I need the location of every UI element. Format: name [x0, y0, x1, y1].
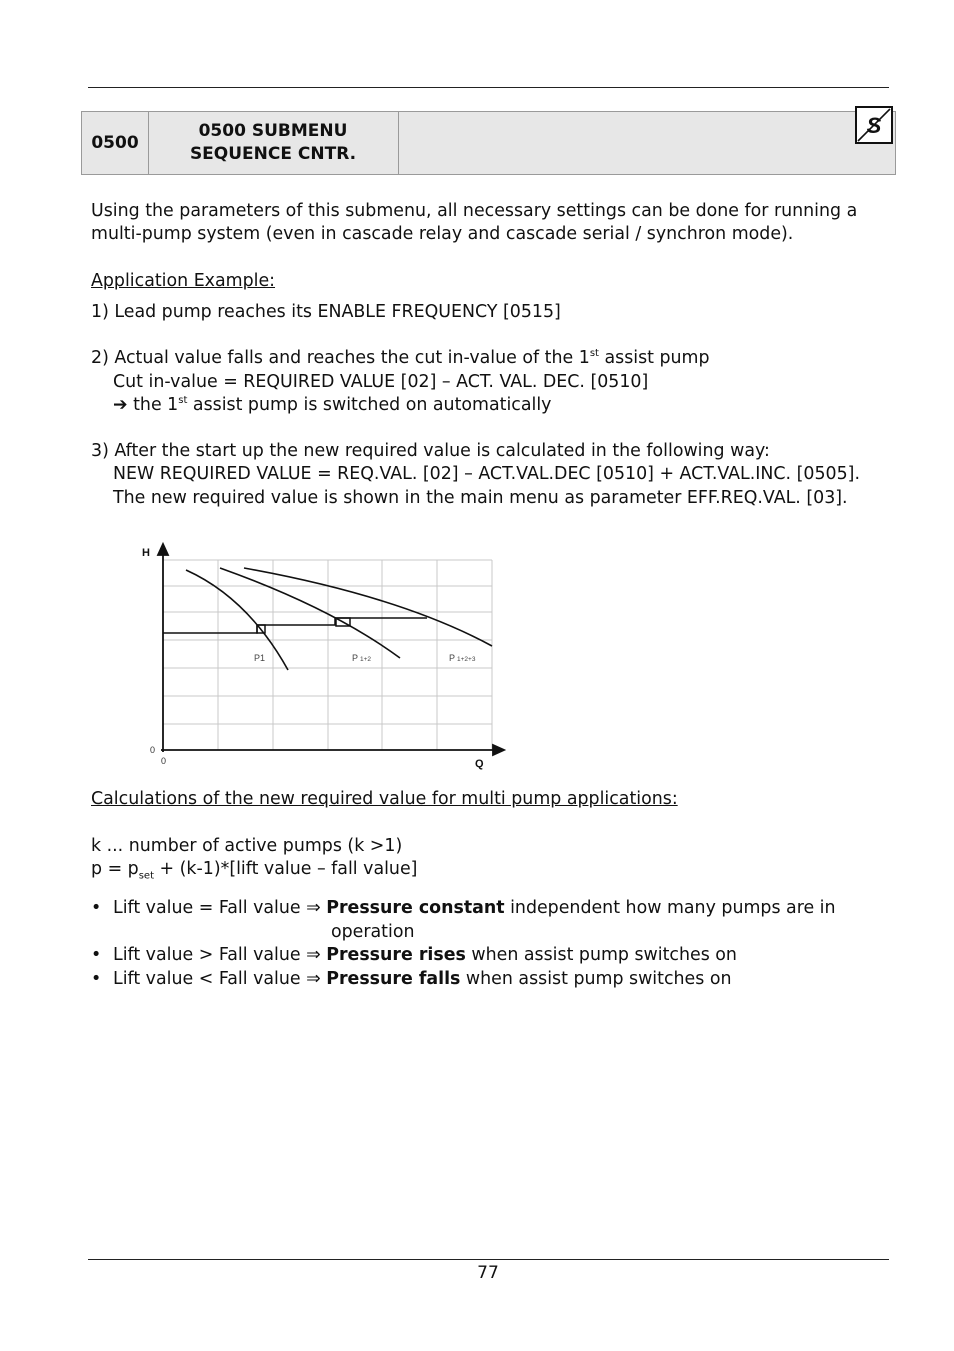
pump-curves: [186, 568, 492, 670]
bullet-item-3: [91, 968, 101, 991]
section-code: 0500: [82, 112, 149, 174]
top-rule: [88, 87, 889, 88]
p-formula: $p = p_{set}$ + (k-1)*[lift value – fall value]: [91, 859, 418, 882]
y-axis-label: H: [142, 547, 150, 559]
section-title-line2: SEQUENCE CNTR.: [189, 144, 357, 164]
section-title-line1: 0500 SUBMENU: [198, 121, 348, 141]
svg-text:S: S: [866, 113, 882, 138]
right-arrow-icon: ➔: [113, 395, 128, 415]
step-2-line-2: Cut in-value = REQUIRED VALUE [02] – ACT. VAL. DEC. [0510]: [113, 372, 649, 392]
bullet-icon: •: [91, 945, 102, 965]
bullet-item-3-text: Lift value < Fall value ⇒ Pressure falls when assist pump switches on: [113, 969, 732, 989]
label-p1: P1: [254, 653, 266, 663]
bullet-item-2: [91, 944, 101, 967]
bullet-item-2-text: Lift value > Fall value ⇒ Pressure rises when assist pump switches on: [113, 945, 737, 965]
x-origin-label: 0: [161, 756, 167, 766]
step-1: 1) Lead pump reaches its ENABLE FREQUENCY [0515]: [91, 302, 561, 322]
intro-line-2: multi-pump system (even in cascade relay and cascade serial / synchron mode).: [91, 224, 794, 244]
s-logo-icon: [855, 106, 893, 144]
step-3-line-1: 3) After the start up the new required value is calculated in the following way:: [91, 441, 770, 461]
y-origin-label: 0: [150, 745, 156, 755]
k-definition: k ... number of active pumps (k >1): [91, 836, 403, 856]
bullet-item-1-continuation: operation: [331, 922, 415, 942]
page-number: 77: [477, 1263, 499, 1283]
bullet-icon: •: [91, 898, 102, 918]
step-2-line-1: 2) Actual value falls and reaches the cut in-value of the 1st assist pump: [91, 348, 710, 368]
application-example-heading: Application Example:: [91, 271, 276, 291]
bottom-rule: [88, 1259, 889, 1260]
intro-line-1: Using the parameters of this submenu, all necessary settings can be done for running a: [91, 201, 858, 221]
label-p1-2-3: P 1+2+3: [449, 653, 476, 663]
curve-p1-2-3: [244, 568, 492, 646]
step-3-line-3: The new required value is shown in the main menu as parameter EFF.REQ.VAL. [03].: [113, 488, 848, 508]
chart-grid: [163, 560, 492, 750]
section-title: [148, 112, 399, 174]
section-header-table: [81, 111, 896, 175]
set-point-lines: [163, 618, 427, 633]
bullet-item-1: [91, 897, 101, 920]
pump-curve-chart: [130, 538, 520, 774]
step-2-line-3: ➔ the 1st assist pump is switched on automatically: [113, 395, 552, 415]
required-value-steps: [163, 618, 427, 633]
x-axis-label: Q: [475, 758, 484, 770]
bullet-icon: •: [91, 969, 102, 989]
calculations-heading: Calculations of the new required value for multi pump applications:: [91, 789, 678, 809]
bullet-item-1-text: Lift value = Fall value ⇒ Pressure constant independent how many pumps are in: [113, 898, 836, 918]
chart-axes: [158, 544, 504, 755]
step-3-line-2: NEW REQUIRED VALUE = REQ.VAL. [02] – ACT.VAL.DEC [0510] + ACT.VAL.INC. [0505].: [113, 464, 860, 484]
label-p1-2: P 1+2: [352, 653, 372, 663]
